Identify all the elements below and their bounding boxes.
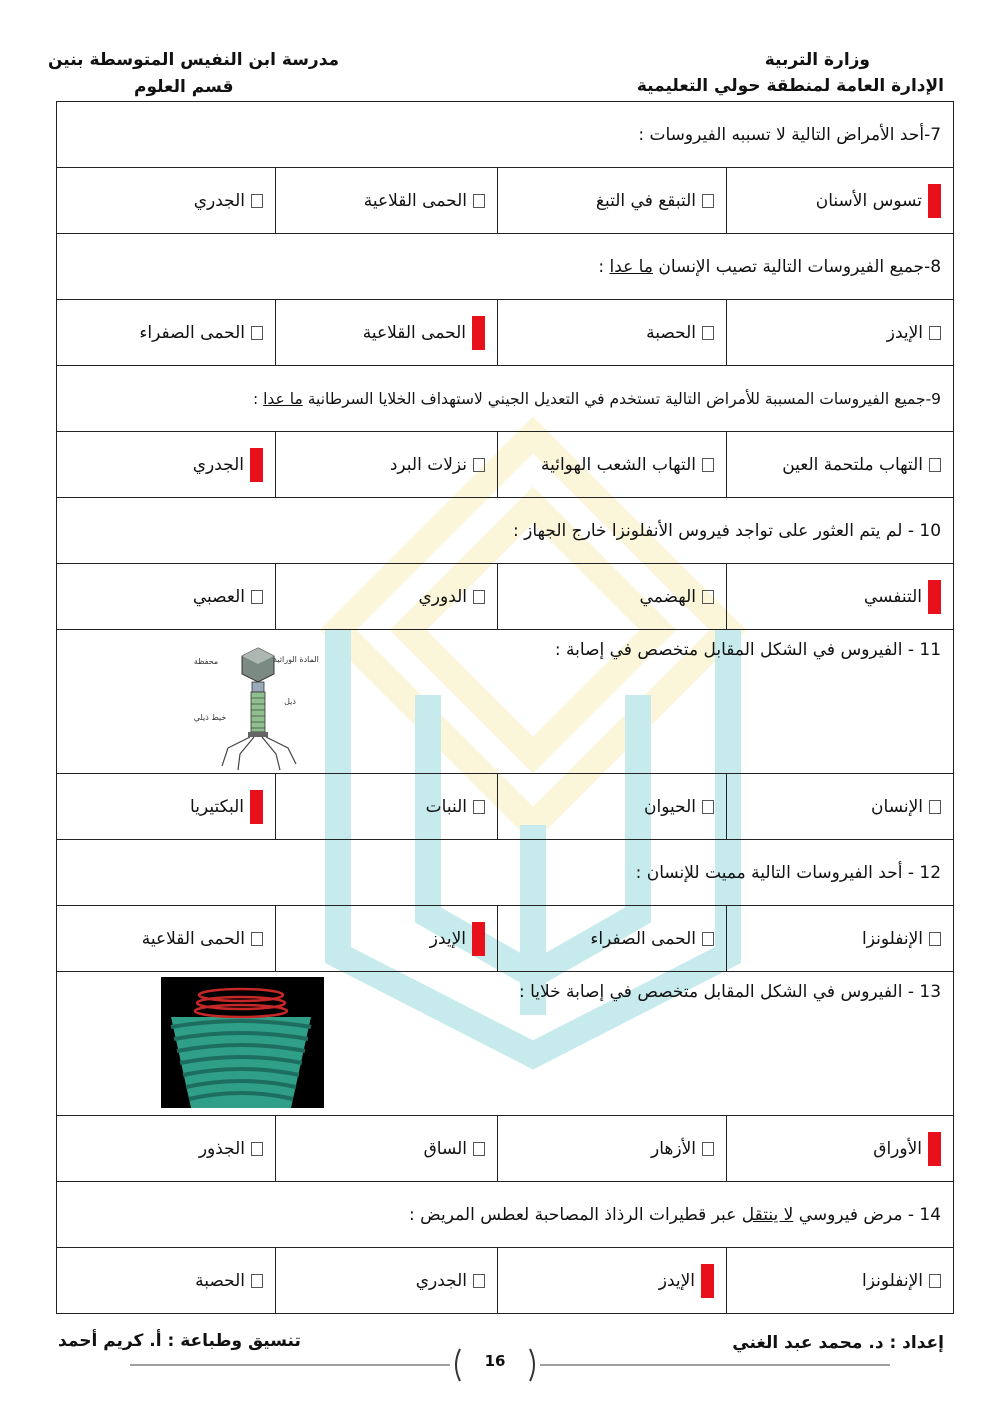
answer-option[interactable]: الإنسان <box>739 797 941 817</box>
answer-option[interactable]: التنفسي <box>739 580 941 614</box>
question-row <box>57 840 954 906</box>
checkbox[interactable] <box>929 326 941 340</box>
checkbox-checked[interactable] <box>472 316 485 350</box>
answer-option[interactable]: الإيدز <box>288 922 485 956</box>
checkbox[interactable] <box>251 194 263 208</box>
answer-option[interactable]: الحيوان <box>510 797 714 817</box>
checkbox-checked[interactable] <box>472 922 485 956</box>
answer-option[interactable]: نزلات البرد <box>288 455 485 475</box>
checkbox[interactable] <box>929 932 941 946</box>
answer-option[interactable]: الأوراق <box>739 1132 941 1166</box>
answer-option[interactable]: التهاب الشعب الهوائية <box>510 455 714 475</box>
options-row <box>57 300 954 366</box>
checkbox-checked[interactable] <box>928 184 941 218</box>
options-row <box>57 774 954 840</box>
checkbox[interactable] <box>473 800 485 814</box>
question-text: 9-جميع الفيروسات المسببة للأمراض التالية تستخدم في التعديل الجيني لاستهداف الخلايا السرطانية ما عدا : <box>252 389 942 408</box>
question-row <box>57 102 954 168</box>
answer-option[interactable]: الهضمي <box>510 587 714 607</box>
answer-option[interactable]: الإيدز <box>739 323 941 343</box>
checkbox-checked[interactable] <box>928 1132 941 1166</box>
directorate-title: الإدارة العامة لمنطقة حولي التعليمية <box>636 76 944 96</box>
answer-option[interactable]: الإنفلونزا <box>739 1271 941 1291</box>
options-row <box>57 906 954 972</box>
checkbox[interactable] <box>473 1274 485 1288</box>
answer-option[interactable]: الإنفلونزا <box>739 929 941 949</box>
answer-option[interactable]: الحصبة <box>69 1271 263 1291</box>
options-row <box>57 564 954 630</box>
question-row <box>57 366 954 432</box>
question-text: 10 - لم يتم العثور على تواجد فيروس الأنفلونزا خارج الجهاز : <box>513 520 942 541</box>
coordination: تنسيق وطباعة : أ. كريم أحمد <box>58 1331 301 1351</box>
answer-option[interactable]: الساق <box>288 1139 485 1159</box>
question-text: 8-جميع الفيروسات التالية تصيب الإنسان ما عدا : <box>598 256 942 277</box>
answer-option[interactable]: التهاب ملتحمة العين <box>739 455 941 475</box>
checkbox[interactable] <box>251 1142 263 1156</box>
checkbox[interactable] <box>929 458 941 472</box>
checkbox[interactable] <box>251 1274 263 1288</box>
prepared-by: إعداد : د. محمد عبد الغني <box>732 1333 944 1353</box>
checkbox-checked[interactable] <box>701 1264 714 1298</box>
checkbox[interactable] <box>702 458 714 472</box>
question-text: 7-أحد الأمراض التالية لا تسببه الفيروسات : <box>638 124 942 145</box>
checkbox[interactable] <box>702 326 714 340</box>
figure-label-genetic: المادة الوراثية <box>273 655 319 664</box>
checkbox[interactable] <box>702 194 714 208</box>
checkbox[interactable] <box>473 590 485 604</box>
checkbox[interactable] <box>473 194 485 208</box>
answer-option[interactable]: الحمى القلاعية <box>69 929 263 949</box>
figure-label-capsid: محفظة <box>193 657 219 666</box>
options-row <box>57 432 954 498</box>
question-row <box>57 498 954 564</box>
answer-option[interactable]: الجدري <box>69 191 263 211</box>
answer-option[interactable]: الحمى الصفراء <box>69 323 263 343</box>
page-number: 16 <box>484 1352 506 1370</box>
checkbox[interactable] <box>251 326 263 340</box>
answer-option[interactable]: الجذور <box>69 1139 263 1159</box>
department-name: قسم العلوم <box>134 77 234 97</box>
answer-option[interactable]: تسوس الأسنان <box>739 184 941 218</box>
school-name: مدرسة ابن النفيس المتوسطة بنين <box>48 50 340 70</box>
answer-option[interactable]: العصبي <box>69 587 263 607</box>
question-row <box>57 1182 954 1248</box>
bacteriophage-figure <box>188 642 338 772</box>
options-row <box>57 168 954 234</box>
question-text: 14 - مرض فيروسي لا ينتقل عبر قطيرات الرذاذ المصاحبة لعطس المريض : <box>409 1204 942 1225</box>
answer-option[interactable]: الحمى الصفراء <box>510 929 714 949</box>
answer-option[interactable]: الحمى القلاعية <box>288 316 485 350</box>
checkbox[interactable] <box>929 1274 941 1288</box>
answer-option[interactable]: الدوري <box>288 587 485 607</box>
question-text: 12 - أحد الفيروسات التالية مميت للإنسان : <box>635 862 942 883</box>
answer-option[interactable]: الحمى القلاعية <box>288 191 485 211</box>
question-text: 13 - الفيروس في الشكل المقابل متخصص في إصابة خلايا : <box>518 982 942 1002</box>
answer-option[interactable]: الأزهار <box>510 1139 714 1159</box>
ministry-title: وزارة التربية <box>764 50 870 70</box>
tmv-figure <box>161 977 324 1108</box>
checkbox-checked[interactable] <box>250 790 263 824</box>
answer-option[interactable]: الجدري <box>288 1271 485 1291</box>
answer-option[interactable]: النبات <box>288 797 485 817</box>
checkbox[interactable] <box>929 800 941 814</box>
checkbox[interactable] <box>473 1142 485 1156</box>
answer-option[interactable]: البكتيريا <box>69 790 263 824</box>
checkbox[interactable] <box>251 590 263 604</box>
answer-option[interactable]: الإيدز <box>510 1264 714 1298</box>
checkbox[interactable] <box>473 458 485 472</box>
checkbox[interactable] <box>702 590 714 604</box>
answer-option[interactable]: التبقع في التبغ <box>510 191 714 211</box>
question-row <box>57 234 954 300</box>
checkbox[interactable] <box>702 932 714 946</box>
answer-option[interactable]: الحصبة <box>510 323 714 343</box>
options-row <box>57 1248 954 1314</box>
checkbox[interactable] <box>251 932 263 946</box>
question-text: 11 - الفيروس في الشكل المقابل متخصص في إصابة : <box>554 640 942 660</box>
options-row <box>57 1116 954 1182</box>
figure-label-tail: ذيل <box>284 697 296 706</box>
answer-option[interactable]: الجدري <box>69 448 263 482</box>
checkbox-checked[interactable] <box>250 448 263 482</box>
checkbox-checked[interactable] <box>928 580 941 614</box>
figure-label-fiber: خيط ذيلي <box>193 713 227 722</box>
checkbox[interactable] <box>702 1142 714 1156</box>
checkbox[interactable] <box>702 800 714 814</box>
